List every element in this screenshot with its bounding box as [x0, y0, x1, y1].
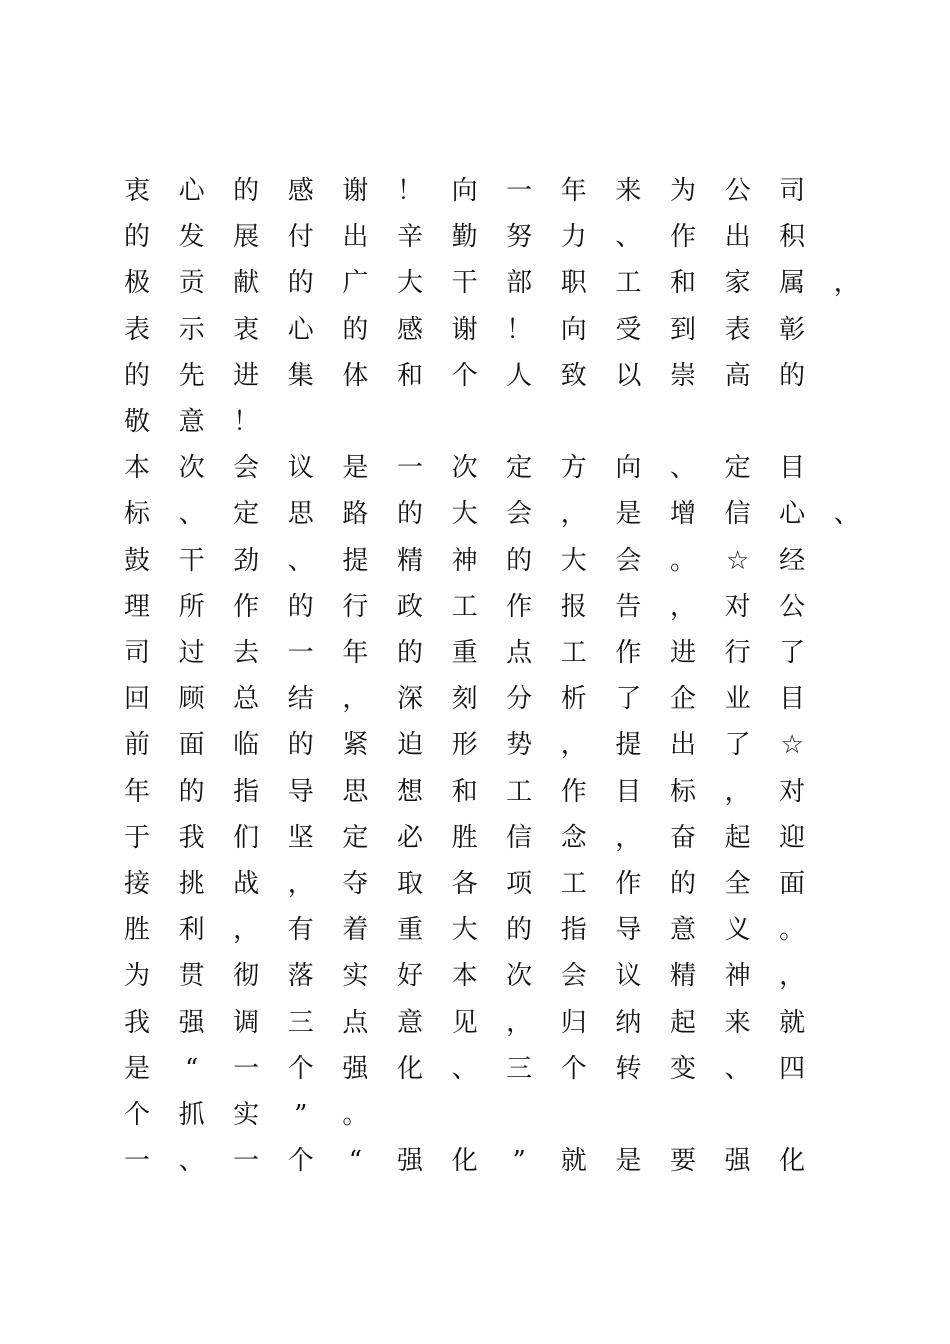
glyph: 对	[724, 591, 751, 622]
glyph: ，	[287, 869, 314, 899]
glyph: 挑	[178, 869, 205, 899]
glyph: 干	[451, 268, 478, 299]
glyph: 本	[123, 453, 150, 484]
glyph: 行	[724, 638, 751, 668]
glyph: 和	[669, 268, 696, 299]
glyph: 指	[233, 776, 260, 807]
glyph: 精	[396, 545, 423, 576]
glyph: 的	[287, 730, 314, 761]
glyph: 化	[451, 1146, 478, 1177]
glyph: 企	[669, 684, 696, 715]
glyph: 付	[287, 222, 314, 253]
glyph: 工	[506, 776, 533, 807]
glyph: 了	[724, 730, 751, 761]
glyph: 念	[560, 822, 587, 853]
text-line	[0, 630, 950, 676]
glyph: 本	[451, 961, 478, 992]
glyph: 三	[287, 1007, 314, 1038]
glyph: 总	[233, 684, 260, 715]
text-line	[0, 399, 950, 445]
glyph: 积	[779, 222, 806, 253]
glyph: 公	[779, 591, 806, 622]
glyph: 大	[396, 268, 423, 299]
glyph: 转	[615, 1053, 642, 1084]
glyph: 好	[396, 961, 423, 992]
glyph: 为	[123, 961, 150, 992]
glyph: 进	[233, 360, 260, 391]
glyph: 衷	[123, 176, 150, 206]
glyph: 导	[615, 915, 642, 946]
glyph: 贡	[178, 268, 205, 299]
text-line	[0, 584, 950, 630]
glyph: 工	[560, 869, 587, 899]
glyph: 展	[233, 222, 260, 253]
glyph: 标	[123, 499, 150, 530]
glyph: 个	[451, 360, 478, 391]
glyph: 司	[779, 176, 806, 206]
glyph: 了	[779, 638, 806, 668]
glyph: 路	[342, 499, 369, 530]
glyph: 化	[396, 1053, 423, 1084]
glyph: 强	[396, 1146, 423, 1177]
glyph: 的	[669, 869, 696, 899]
glyph: 前	[123, 730, 150, 761]
glyph: 提	[615, 730, 642, 761]
glyph: 示	[178, 314, 205, 345]
glyph: 信	[724, 499, 751, 530]
glyph: 化	[779, 1146, 806, 1177]
glyph: 刻	[451, 684, 478, 715]
glyph: 到	[669, 314, 696, 345]
glyph: 致	[560, 360, 587, 391]
glyph: 作	[506, 591, 533, 622]
glyph: 会	[560, 961, 587, 992]
glyph: 向	[615, 453, 642, 484]
glyph: 贯	[178, 961, 205, 992]
glyph: 感	[396, 314, 423, 345]
glyph: 奋	[669, 822, 696, 853]
glyph: 出	[342, 222, 369, 253]
glyph: 势	[506, 730, 533, 761]
glyph: “	[184, 1053, 199, 1084]
glyph: ，	[833, 268, 860, 299]
glyph: ！	[396, 176, 423, 206]
glyph: 纳	[615, 1007, 642, 1038]
glyph: 面	[779, 869, 806, 899]
glyph: 个	[287, 1146, 314, 1177]
glyph: 彻	[233, 961, 260, 992]
glyph: 次	[178, 453, 205, 484]
glyph: 想	[396, 776, 423, 807]
text-line	[0, 907, 950, 953]
glyph: 们	[233, 822, 260, 853]
glyph: 一	[233, 1146, 260, 1177]
glyph: 作	[233, 591, 260, 622]
glyph: 工	[451, 591, 478, 622]
glyph: 是	[123, 1053, 150, 1084]
glyph: 迫	[396, 730, 423, 761]
glyph: 极	[123, 268, 150, 299]
glyph: 的	[123, 222, 150, 253]
glyph: 次	[506, 961, 533, 992]
glyph: 结	[287, 684, 314, 715]
glyph: 向	[560, 314, 587, 345]
glyph: 是	[615, 1146, 642, 1177]
glyph: 深	[396, 684, 423, 715]
glyph: 作	[615, 638, 642, 668]
glyph: 强	[342, 1053, 369, 1084]
glyph: 的	[287, 268, 314, 299]
glyph: 一	[396, 453, 423, 484]
glyph: 定	[724, 453, 751, 484]
glyph: ，	[506, 1007, 533, 1038]
glyph: 、	[287, 545, 314, 576]
glyph: 的	[506, 915, 533, 946]
glyph: 报	[560, 591, 587, 622]
glyph: 神	[724, 961, 751, 992]
glyph: 各	[451, 869, 478, 899]
glyph: 接	[123, 869, 150, 899]
glyph: 受	[615, 314, 642, 345]
glyph: 体	[342, 360, 369, 391]
glyph: 落	[287, 961, 314, 992]
glyph: 信	[506, 822, 533, 853]
glyph: 和	[451, 776, 478, 807]
glyph: 敬	[123, 407, 150, 437]
glyph: 献	[233, 268, 260, 299]
glyph: 力	[560, 222, 587, 253]
glyph: ”	[294, 1100, 308, 1130]
text-line	[0, 491, 950, 537]
glyph: 意	[669, 915, 696, 946]
glyph: 目	[615, 776, 642, 807]
glyph: 义	[724, 915, 751, 946]
glyph: 次	[451, 453, 478, 484]
glyph: 必	[396, 822, 423, 853]
glyph: 一	[233, 1053, 260, 1084]
glyph: 谢	[342, 176, 369, 206]
text-line	[0, 445, 950, 491]
glyph: 大	[560, 545, 587, 576]
glyph: ！	[506, 314, 533, 345]
glyph: 是	[342, 453, 369, 484]
glyph: 意	[396, 1007, 423, 1038]
glyph: 定	[233, 499, 260, 530]
glyph: 理	[123, 591, 150, 622]
glyph: 和	[396, 360, 423, 391]
glyph: 紧	[342, 730, 369, 761]
glyph: 大	[451, 915, 478, 946]
glyph: 表	[724, 314, 751, 345]
glyph: 着	[342, 915, 369, 946]
glyph: 的	[396, 499, 423, 530]
glyph: 目	[779, 453, 806, 484]
glyph: 作	[669, 222, 696, 253]
glyph: 向	[451, 176, 478, 206]
glyph: 取	[396, 869, 423, 899]
text-line	[0, 769, 950, 815]
glyph: 一	[123, 1146, 150, 1177]
glyph: 我	[178, 822, 205, 853]
text-line	[0, 815, 950, 861]
glyph: 谢	[451, 314, 478, 345]
glyph: 属	[779, 268, 806, 299]
glyph: 实	[233, 1100, 260, 1130]
glyph: ，	[560, 730, 587, 761]
glyph: 作	[615, 869, 642, 899]
glyph: 以	[615, 360, 642, 391]
glyph: ，	[560, 499, 587, 530]
glyph: ，	[669, 591, 696, 622]
glyph: 作	[560, 776, 587, 807]
glyph: 强	[724, 1146, 751, 1177]
glyph: 要	[669, 1146, 696, 1177]
text-line	[0, 260, 950, 306]
glyph: 胜	[451, 822, 478, 853]
glyph: 劲	[233, 545, 260, 576]
glyph: 会	[506, 499, 533, 530]
glyph: 胜	[123, 915, 150, 946]
glyph: 的	[779, 360, 806, 391]
glyph: 归	[560, 1007, 587, 1038]
glyph: 定	[342, 822, 369, 853]
glyph: 勤	[451, 222, 478, 253]
glyph: 所	[178, 591, 205, 622]
glyph: 来	[724, 1007, 751, 1038]
glyph: 实	[342, 961, 369, 992]
text-line	[0, 307, 950, 353]
glyph: ☆	[725, 545, 750, 576]
text-line	[0, 1138, 950, 1184]
glyph: ☆	[780, 730, 804, 761]
glyph: ，	[724, 776, 751, 807]
glyph: ，	[342, 684, 369, 715]
glyph: 、	[451, 1053, 478, 1084]
glyph: 年	[123, 776, 150, 807]
glyph: 有	[287, 915, 314, 946]
text-line	[0, 953, 950, 999]
text-line	[0, 861, 950, 907]
glyph: 出	[669, 730, 696, 761]
glyph: 就	[779, 1007, 806, 1038]
glyph: ，	[779, 961, 806, 992]
glyph: 人	[506, 360, 533, 391]
glyph: 会	[233, 453, 260, 484]
glyph: 经	[779, 545, 806, 576]
glyph: 工	[615, 268, 642, 299]
glyph: 、	[178, 1146, 205, 1177]
glyph: 于	[123, 822, 150, 853]
glyph: 发	[178, 222, 205, 253]
glyph: 司	[123, 638, 150, 668]
text-line	[0, 538, 950, 584]
text-line	[0, 168, 950, 214]
glyph: 思	[342, 776, 369, 807]
text-line	[0, 1092, 950, 1138]
glyph: 三	[506, 1053, 533, 1084]
glyph: 过	[178, 638, 205, 668]
glyph: 、	[724, 1053, 751, 1084]
glyph: 顾	[178, 684, 205, 715]
glyph: 面	[178, 730, 205, 761]
glyph: 的	[178, 776, 205, 807]
glyph: 一	[287, 638, 314, 668]
glyph: 崇	[669, 360, 696, 391]
glyph: 的	[233, 176, 260, 206]
glyph: 感	[287, 176, 314, 206]
glyph: 的	[396, 638, 423, 668]
glyph: 集	[287, 360, 314, 391]
glyph: 目	[779, 684, 806, 715]
glyph: 为	[669, 176, 696, 206]
glyph: 利	[178, 915, 205, 946]
glyph: 先	[178, 360, 205, 391]
glyph: 起	[669, 1007, 696, 1038]
glyph: 战	[233, 869, 260, 899]
glyph: 表	[123, 314, 150, 345]
glyph: 年	[342, 638, 369, 668]
glyph: 是	[615, 499, 642, 530]
glyph: 项	[506, 869, 533, 899]
glyph: 起	[724, 822, 751, 853]
glyph: 重	[451, 638, 478, 668]
glyph: 工	[560, 638, 587, 668]
glyph: 公	[724, 176, 751, 206]
glyph: 干	[178, 545, 205, 576]
text-line	[0, 214, 950, 260]
glyph: 抓	[178, 1100, 205, 1130]
glyph: 我	[123, 1007, 150, 1038]
glyph: 业	[724, 684, 751, 715]
glyph: 形	[451, 730, 478, 761]
glyph: ，	[615, 822, 642, 853]
glyph: 的	[123, 360, 150, 391]
glyph: 的	[506, 545, 533, 576]
glyph: 、	[615, 222, 642, 253]
glyph: 职	[560, 268, 587, 299]
glyph: 议	[615, 961, 642, 992]
glyph: 方	[560, 453, 587, 484]
glyph: 一	[506, 176, 533, 206]
glyph: 彰	[779, 314, 806, 345]
glyph: 四	[779, 1053, 806, 1084]
glyph: 年	[560, 176, 587, 206]
glyph: 衷	[233, 314, 260, 345]
glyph: 部	[506, 268, 533, 299]
text-line	[0, 676, 950, 722]
glyph: 广	[342, 268, 369, 299]
glyph: 全	[724, 869, 751, 899]
glyph: 去	[233, 638, 260, 668]
glyph: 分	[506, 684, 533, 715]
glyph: 辛	[396, 222, 423, 253]
glyph: 调	[233, 1007, 260, 1038]
text-line	[0, 353, 950, 399]
glyph: 的	[342, 314, 369, 345]
glyph: 意	[178, 407, 205, 437]
glyph: 。	[342, 1100, 369, 1130]
glyph: 、	[178, 499, 205, 530]
glyph: 坚	[287, 822, 314, 853]
glyph: 对	[779, 776, 806, 807]
glyph: 告	[615, 591, 642, 622]
glyph: 了	[615, 684, 642, 715]
glyph: 指	[560, 915, 587, 946]
glyph: 定	[506, 453, 533, 484]
glyph: 努	[506, 222, 533, 253]
glyph: 点	[506, 638, 533, 668]
glyph: 、	[669, 453, 696, 484]
glyph: 个	[560, 1053, 587, 1084]
glyph: “	[348, 1146, 363, 1177]
glyph: 精	[669, 961, 696, 992]
glyph: 的	[287, 591, 314, 622]
glyph: 临	[233, 730, 260, 761]
glyph: 会	[615, 545, 642, 576]
glyph: 点	[342, 1007, 369, 1038]
glyph: 鼓	[123, 545, 150, 576]
glyph: 个	[287, 1053, 314, 1084]
glyph: 、	[833, 499, 860, 530]
glyph: 出	[724, 222, 751, 253]
glyph: 政	[396, 591, 423, 622]
glyph: 议	[287, 453, 314, 484]
glyph: 提	[342, 545, 369, 576]
glyph: 。	[779, 915, 806, 946]
glyph: 心	[178, 176, 205, 206]
glyph: 来	[615, 176, 642, 206]
glyph: 增	[669, 499, 696, 530]
glyph: 见	[451, 1007, 478, 1038]
glyph: ”	[512, 1146, 526, 1177]
glyph: 导	[287, 776, 314, 807]
glyph: 标	[669, 776, 696, 807]
glyph: 心	[779, 499, 806, 530]
glyph: 就	[560, 1146, 587, 1177]
text-line	[0, 1000, 950, 1046]
glyph: 进	[669, 638, 696, 668]
glyph: 。	[669, 545, 696, 576]
glyph: 重	[396, 915, 423, 946]
glyph: 强	[178, 1007, 205, 1038]
glyph: 迎	[779, 822, 806, 853]
glyph: 神	[451, 545, 478, 576]
glyph: 回	[123, 684, 150, 715]
glyph: 心	[287, 314, 314, 345]
glyph: 思	[287, 499, 314, 530]
glyph: 行	[342, 591, 369, 622]
glyph: ，	[233, 915, 260, 946]
glyph: 变	[669, 1053, 696, 1084]
text-line	[0, 1046, 950, 1092]
glyph: 夺	[342, 869, 369, 899]
glyph: 大	[451, 499, 478, 530]
glyph: 家	[724, 268, 751, 299]
glyph: 析	[560, 684, 587, 715]
glyph: 高	[724, 360, 751, 391]
text-line	[0, 722, 950, 768]
glyph: ！	[233, 407, 260, 437]
glyph: 个	[123, 1100, 150, 1130]
